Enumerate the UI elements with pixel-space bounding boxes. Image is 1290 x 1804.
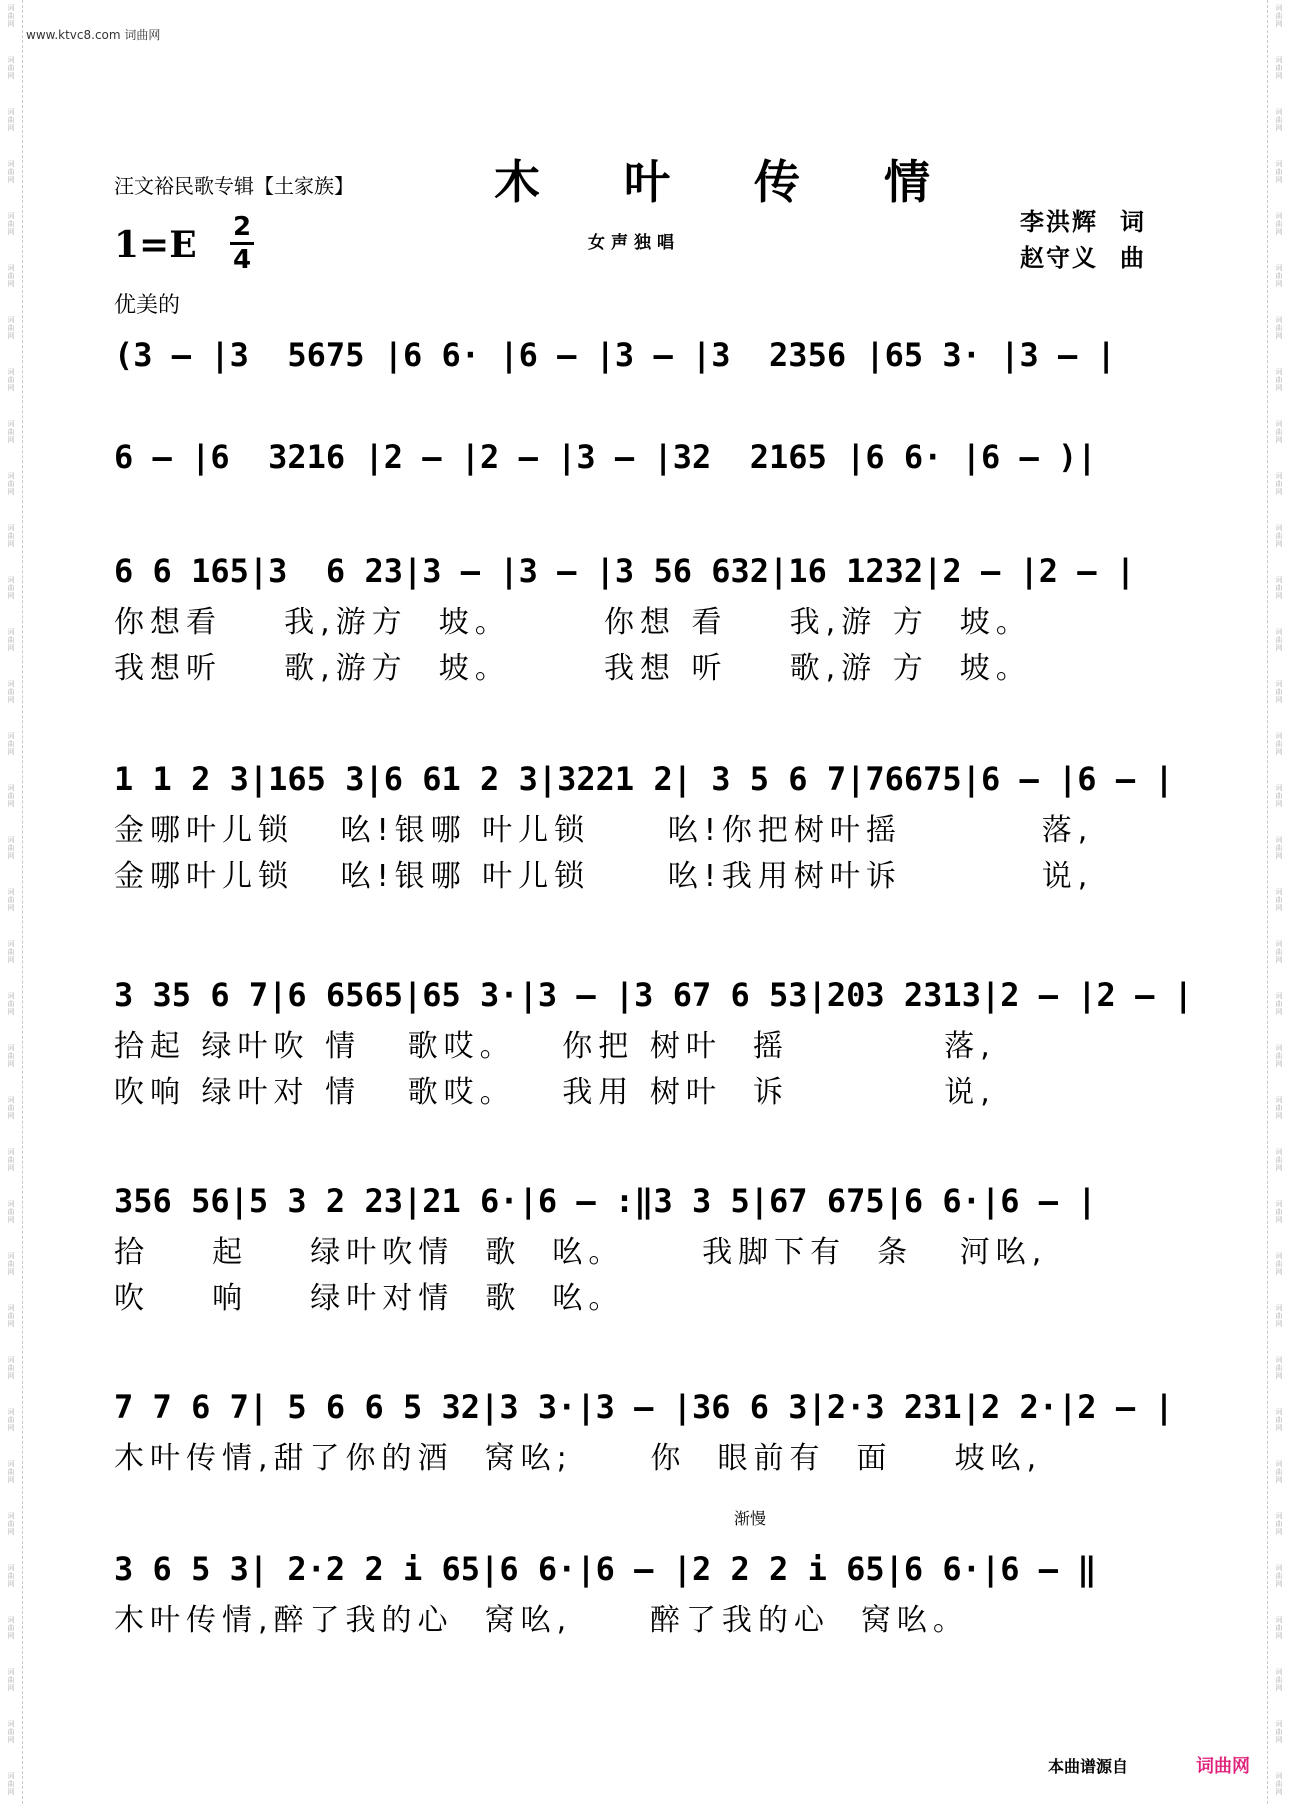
source-watermark: www.ktvc8.com 词曲网 bbox=[26, 28, 161, 42]
side-watermark-mark: 词 曲 网 bbox=[1275, 1616, 1283, 1640]
notation-line: 6 – |6 3216 |2 – |2 – |3 – |32 2165 |6 6· |6 – )| bbox=[114, 438, 1097, 476]
tempo-marking: 优美的 bbox=[114, 293, 181, 318]
side-watermark-mark: 词 曲 网 bbox=[1275, 1512, 1283, 1536]
side-watermark-mark: 词 曲 网 bbox=[1275, 732, 1283, 756]
side-watermark-mark: 词 曲 网 bbox=[1275, 680, 1283, 704]
side-watermark-mark: 词 曲 网 bbox=[7, 1148, 15, 1172]
footer-source-label: 本曲谱源自 bbox=[1048, 1757, 1129, 1776]
side-watermark-mark: 词 曲 网 bbox=[1275, 992, 1283, 1016]
side-watermark-mark: 词 曲 网 bbox=[7, 1720, 15, 1744]
lyric-line: 我想听 歌,游方 坡。 我想 听 歌,游 方 坡。 bbox=[114, 651, 1032, 686]
score-system bbox=[114, 546, 1176, 692]
side-watermark-mark: 词 曲 网 bbox=[7, 732, 15, 756]
notation-line: 356 56|5 3 2 23|21 6·|6 – :‖3 3 5|67 675|6 6·|6 – | bbox=[114, 1182, 1097, 1220]
lyric-line: 你想看 我,游方 坡。 你想 看 我,游 方 坡。 bbox=[114, 605, 1032, 640]
side-watermark-mark: 词 曲 网 bbox=[7, 264, 15, 288]
side-watermark-mark: 词 曲 网 bbox=[7, 836, 15, 860]
side-watermark-mark: 词 曲 网 bbox=[7, 1096, 15, 1120]
side-watermark-mark: 词 曲 网 bbox=[1275, 576, 1283, 600]
side-watermark-mark: 词 曲 网 bbox=[1275, 1096, 1283, 1120]
side-watermark-mark: 词 曲 网 bbox=[7, 1460, 15, 1484]
side-watermark-mark: 词 曲 网 bbox=[1275, 316, 1283, 340]
side-watermark-mark: 词 曲 网 bbox=[7, 628, 15, 652]
notation-line: 6 6 165|3 6 23|3 – |3 – |3 56 632|16 1232|2 – |2 – | bbox=[114, 552, 1136, 590]
side-watermark-mark: 词 曲 网 bbox=[7, 1512, 15, 1536]
score-system bbox=[114, 754, 1176, 900]
side-watermark-mark: 词 曲 网 bbox=[1275, 1356, 1283, 1380]
side-watermark-mark: 词 曲 网 bbox=[1275, 784, 1283, 808]
side-watermark-mark: 词 曲 网 bbox=[1275, 836, 1283, 860]
credits bbox=[1020, 204, 1146, 276]
key-signature: 1=E bbox=[114, 224, 197, 266]
side-watermark-mark: 词 曲 网 bbox=[1275, 108, 1283, 132]
side-watermark-mark: 词 曲 网 bbox=[7, 1564, 15, 1588]
lyricist-role: 词 bbox=[1120, 208, 1146, 236]
side-watermark-mark: 词 曲 网 bbox=[1275, 56, 1283, 80]
side-watermark-mark: 词 曲 网 bbox=[7, 1616, 15, 1640]
notation-line: 7 7 6 7| 5 6 6 5 32|3 3·|3 – |36 6 3|2·3 231|2 2·|2 – | bbox=[114, 1388, 1174, 1426]
composer-credit bbox=[1020, 240, 1146, 276]
score-system bbox=[114, 1544, 1176, 1644]
side-watermark-mark: 词 曲 网 bbox=[7, 1044, 15, 1068]
composer-role: 曲 bbox=[1120, 244, 1146, 272]
right-watermark-strip bbox=[1267, 0, 1290, 1804]
side-watermark-mark: 词 曲 网 bbox=[1275, 160, 1283, 184]
time-signature-top: 2 bbox=[232, 212, 252, 242]
side-watermark-mark: 词 曲 网 bbox=[7, 472, 15, 496]
lyricist-credit bbox=[1020, 204, 1146, 240]
side-watermark-mark: 词 曲 网 bbox=[7, 1200, 15, 1224]
side-watermark-mark: 词 曲 网 bbox=[1275, 1148, 1283, 1172]
side-watermark-mark: 词 曲 网 bbox=[7, 4, 15, 28]
side-watermark-mark: 词 曲 网 bbox=[1275, 1200, 1283, 1224]
side-watermark-mark: 词 曲 网 bbox=[7, 1252, 15, 1276]
side-watermark-mark: 词 曲 网 bbox=[1275, 1720, 1283, 1744]
score-system bbox=[114, 330, 1176, 380]
side-watermark-mark: 词 曲 网 bbox=[1275, 940, 1283, 964]
side-watermark-mark: 词 曲 网 bbox=[7, 212, 15, 236]
side-watermark-mark: 词 曲 网 bbox=[7, 160, 15, 184]
gradual-marking: 渐慢 bbox=[734, 1509, 767, 1528]
time-signature bbox=[230, 214, 254, 273]
side-watermark-mark: 词 曲 网 bbox=[1275, 472, 1283, 496]
lyric-line: 吹响 绿叶对 情 歌哎。 我用 树叶 诉 说, bbox=[114, 1075, 996, 1110]
side-watermark-mark: 词 曲 网 bbox=[1275, 1564, 1283, 1588]
notation-line: (3 – |3 5675 |6 6· |6 – |3 – |3 2356 |65 3· |3 – | bbox=[114, 336, 1116, 374]
side-watermark-mark: 词 曲 网 bbox=[1275, 1408, 1283, 1432]
lyric-line: 金哪叶儿锁 吆!银哪 叶儿锁 吆!我用树叶诉 说, bbox=[114, 859, 1094, 894]
notation-line: 3 35 6 7|6 6565|65 3·|3 – |3 67 6 53|203 2313|2 – |2 – | bbox=[114, 976, 1193, 1014]
side-watermark-mark: 词 曲 网 bbox=[7, 784, 15, 808]
side-watermark-mark: 词 曲 网 bbox=[1275, 4, 1283, 28]
side-watermark-mark: 词 曲 网 bbox=[7, 56, 15, 80]
notation-line: 3 6 5 3| 2·2 2 i 65|6 6·|6 – |2 2 2 i 65|6 6·|6 – ‖ bbox=[114, 1550, 1097, 1588]
time-signature-bottom: 4 bbox=[232, 245, 252, 275]
album-name: 汪文裕民歌专辑【土家族】 bbox=[114, 174, 354, 198]
side-watermark-mark: 词 曲 网 bbox=[7, 576, 15, 600]
side-watermark-mark: 词 曲 网 bbox=[1275, 888, 1283, 912]
side-watermark-mark: 词 曲 网 bbox=[7, 524, 15, 548]
side-watermark-mark: 词 曲 网 bbox=[7, 368, 15, 392]
side-watermark-mark: 词 曲 网 bbox=[7, 992, 15, 1016]
left-watermark-strip bbox=[0, 0, 23, 1804]
side-watermark-mark: 词 曲 网 bbox=[7, 108, 15, 132]
side-watermark-mark: 词 曲 网 bbox=[7, 420, 15, 444]
side-watermark-mark: 词 曲 网 bbox=[1275, 1044, 1283, 1068]
side-watermark-mark: 词 曲 网 bbox=[7, 316, 15, 340]
side-watermark-mark: 词 曲 网 bbox=[7, 680, 15, 704]
score-system bbox=[114, 1176, 1176, 1322]
score-system bbox=[114, 1382, 1176, 1482]
footer-site-link[interactable]: 词曲网 bbox=[1196, 1756, 1250, 1777]
side-watermark-mark: 词 曲 网 bbox=[7, 1668, 15, 1692]
side-watermark-mark: 词 曲 网 bbox=[1275, 1252, 1283, 1276]
side-watermark-mark: 词 曲 网 bbox=[1275, 628, 1283, 652]
side-watermark-mark: 词 曲 网 bbox=[7, 1408, 15, 1432]
side-watermark-mark: 词 曲 网 bbox=[7, 1304, 15, 1328]
side-watermark-mark: 词 曲 网 bbox=[1275, 212, 1283, 236]
lyric-line: 拾起 绿叶吹 情 歌哎。 你把 树叶 摇 落, bbox=[114, 1029, 996, 1064]
lyric-line: 拾 起 绿叶吹情 歌 吆。 我脚下有 条 河吆, bbox=[114, 1235, 1048, 1270]
side-watermark-mark: 词 曲 网 bbox=[1275, 420, 1283, 444]
score-system bbox=[114, 432, 1176, 482]
side-watermark-mark: 词 曲 网 bbox=[1275, 1460, 1283, 1484]
side-watermark-mark: 词 曲 网 bbox=[7, 1772, 15, 1796]
notation-line: 1 1 2 3|165 3|6 61 2 3|3221 2| 3 5 6 7|76675|6 – |6 – | bbox=[114, 760, 1174, 798]
side-watermark-mark: 词 曲 网 bbox=[1275, 1304, 1283, 1328]
lyricist-name: 李洪辉 bbox=[1020, 208, 1098, 236]
lyric-line: 木叶传情,甜了你的酒 窝吆; 你 眼前有 面 坡吆, bbox=[114, 1441, 1043, 1476]
side-watermark-mark: 词 曲 网 bbox=[7, 888, 15, 912]
score-system bbox=[114, 970, 1193, 1116]
side-watermark-mark: 词 曲 网 bbox=[1275, 264, 1283, 288]
performance-type: 女声独唱 bbox=[588, 233, 680, 253]
composer-name: 赵守义 bbox=[1020, 244, 1098, 272]
lyric-line: 木叶传情,醉了我的心 窝吆, 醉了我的心 窝吆。 bbox=[114, 1603, 969, 1638]
side-watermark-mark: 词 曲 网 bbox=[1275, 1668, 1283, 1692]
side-watermark-mark: 词 曲 网 bbox=[7, 940, 15, 964]
lyric-line: 金哪叶儿锁 吆!银哪 叶儿锁 吆!你把树叶摇 落, bbox=[114, 813, 1094, 848]
side-watermark-mark: 词 曲 网 bbox=[1275, 368, 1283, 392]
side-watermark-mark: 词 曲 网 bbox=[1275, 524, 1283, 548]
lyric-line: 吹 响 绿叶对情 歌 吆。 bbox=[114, 1281, 625, 1316]
side-watermark-mark: 词 曲 网 bbox=[7, 1356, 15, 1380]
song-title: 木 叶 传 情 bbox=[494, 155, 965, 209]
side-watermark-mark: 词 曲 网 bbox=[1275, 1772, 1283, 1796]
